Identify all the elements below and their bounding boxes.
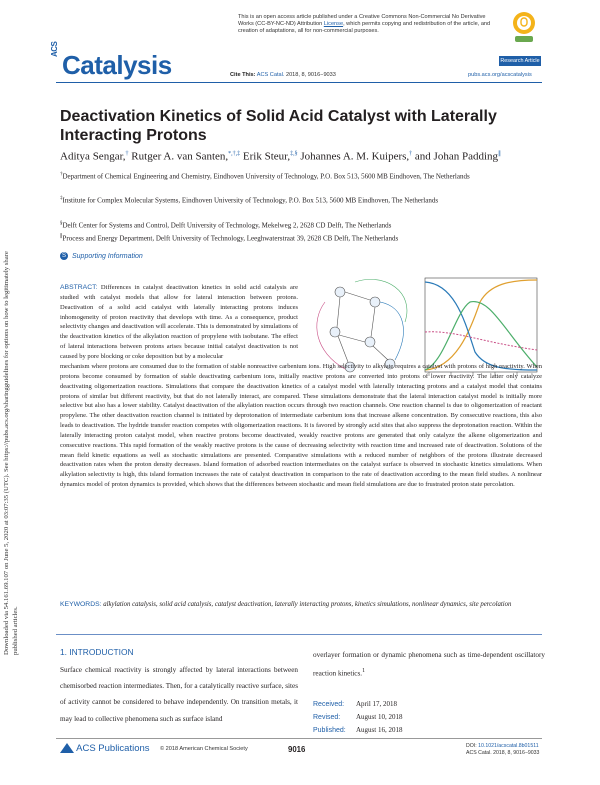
doi-block: DOI: 10.1021/acscatal.8b01511 ACS Catal. 2018, 8, 9016−9033 [466,743,540,756]
reaction-network-diagram [317,279,407,372]
abstract-part-1: ABSTRACT: Differences in catalyst deactivation kinetics in solid acid catalysis are studied with catalyst models that allow for lateral interaction between protons. Deactivation of a solid acid catalyst with laterally interacting protons induces inhomogeneity of proton reactivity that develops with time. As a consequence, product selectivity changes and deactivation will accelerate. This is demonstrated by simulations of the deactivation kinetics of the alkylation reaction of propylene with isobutane. The effect of lateral interactions between protons arises because initial catalyst deactivation is not caused by pore blocking or coke deposition but by a molecular [60,284,298,360]
acs-logo-icon [60,743,74,753]
license-link[interactable]: License [323,21,344,28]
supporting-info-icon: S [61,253,66,259]
cite-label: Cite This: [230,72,256,78]
brand-prefix: ACS [50,41,59,57]
date-received: Received: April 17, 2018 [313,700,398,708]
intro-text-right: overlayer formation or dynamic phenomena such as time-dependent oscillatory reaction kinetics.$^1$ [313,651,545,678]
footer-rule [56,738,542,739]
download-side-note: Downloaded via 54.161.69.107 on June 5, 2020 at 03:07:35 (UTC). See https://pubs.acs.org/sharingguidelines for options on how to legitimately share published articles. [3,251,19,655]
brand-name: Catalysis [62,50,172,80]
date-revised: Revised: August 10, 2018 [313,713,403,722]
abstract-part-2: mechanism where protons are consumed due to the formation of stable nonreactive carbenium ions. High selectivity to alkylate requires a catalyst with protons of high reactivity. When protons become consumed by formation of stable deactivating carbenium ions, initially reactive protons are converted into protons of lower reactivity. The latter only catalyze deactivating oligomerization reactions. Simulations that compare the deactivation kinetics of a catalyst model with laterally interacting protons and a catalyst model that contains protons of similar but different reactivity, but that do not laterally interact, are compared. These simulations demonstrate that the lateral interaction catalyst model is initially more selective but also has a lower stability. Catalyst deactivation of the alkylation reaction occurs through two reaction channels. One reaction channel is due to oligomerization of reactant propylene. The other deactivation reaction channel is initiated by deprotonation of intermediate carbenium ions that increase alkene concentration. By consecutive reactions, this also leads to deactivation. The hydride transfer reaction competes with oligomerization reactions. It is favored by strongly acid sites that also suppress the deprotonation reaction. Within the laterally interacting proton catalyst model, when reactive protons become deactivated, weakly reactive protons are generated that only catalyze the alkene oligomerization and consecutive reactions. This rapid formation of the weakly reactive protons is the cause of decreasing selectivity with reaction time and increased rate of deactivation. Solutions of the mean field kinetic equations as well as stochastic simulations are presented. Comparative simulations with a reduced number of neighbors of the protons illustrate decreased deactivation rates when the proton density decreases. Island formation of adsorbed reaction intermediates on the catalyst surface is observed in stochastic kinetics simulations. When alkylation selectivity is high, this island formation increases the rate of catalyst deactivation in comparison to the rate of deactivation according to the mean field studies. A nonlinear dynamics model of proton dynamics is provided, which shows that the differences between stochastic and mean field simulations are due to frustrated proton state percolation. [60,363,542,489]
section-separator [56,634,542,635]
header-rule [56,82,542,83]
license-notice: This is an open access article published under a Creative Commons Non-Commercial No Derivative Works (CC-BY-NC-ND) Attribution License, which permits copying and redistribution of the article, and creation of adaptations, all for non-commercial purposes. [238,14,491,35]
copyright: © 2018 American Chemical Society [160,746,248,752]
article-type-badge: Research Article [500,58,540,64]
page-number: 9016 [288,745,306,754]
section-heading-introduction: 1. INTRODUCTION [60,647,134,657]
affiliation: ∥Process and Energy Department, Delft University of Technology, Leeghwaterstraat 39, 2628 CB Delft, The Netherlands [60,234,399,243]
open-access-icon [511,10,537,44]
affiliation: §Delft Center for Systems and Control, Delft University of Technology, Mekelweg 2, 2628 CD Delft, The Netherlands [60,221,392,230]
intro-text-left: Surface chemical reactivity is strongly affected by lateral interactions between chemisorbed reaction intermediates. Then, for a catalytically reactive surface, sites of activity cannot be considered to behave independently. On transition metals, it may lead to collective phenomena such as surface island [60,666,298,723]
keywords-label: KEYWORDS: [60,601,102,608]
journal-url[interactable]: pubs.acs.org/acscatalysis [468,72,532,78]
journal-brand [50,41,172,81]
article-title: Deactivation Kinetics of Solid Acid Catalyst with Laterally Interacting Protons [60,108,497,144]
affiliation: †Department of Chemical Engineering and Chemistry, Eindhoven University of Technology, P.O. Box 513, 5600 MB Eindhoven, The Netherlands [60,172,470,181]
author-list: Aditya Sengar,† Rutger A. van Santen,*,†,‡ Erik Steur,‡,§ Johannes A. M. Kuipers,† and Johan Padding∥ [60,150,502,163]
article-dates [313,698,402,738]
cite-ref[interactable]: ACS Catal. [256,72,285,78]
reference-link[interactable]: 1 [362,668,366,675]
cite-line: Cite This: ACS Catal. 2018, 8, 9016−9033 [230,72,336,78]
affiliation: ‡Institute for Complex Molecular Systems, Eindhoven University of Technology, P.O. Box 513, 5600 MB Eindhoven, The Netherlands [60,196,439,205]
date-published: Published: August 16, 2018 [313,726,403,735]
supporting-info-link[interactable]: S Supporting Information [61,252,143,260]
keywords: KEYWORDS: alkylation catalysis, solid acid catalysis, catalyst deactivation, laterally interacting protons, kinetics simulations, nonlinear dynamics, site percolation [60,601,512,608]
abstract-label: ABSTRACT: [60,284,98,291]
publisher-logo: ACS Publications [60,743,150,754]
doi-link[interactable]: 10.1021/acscatal.8b01511 [478,743,539,749]
